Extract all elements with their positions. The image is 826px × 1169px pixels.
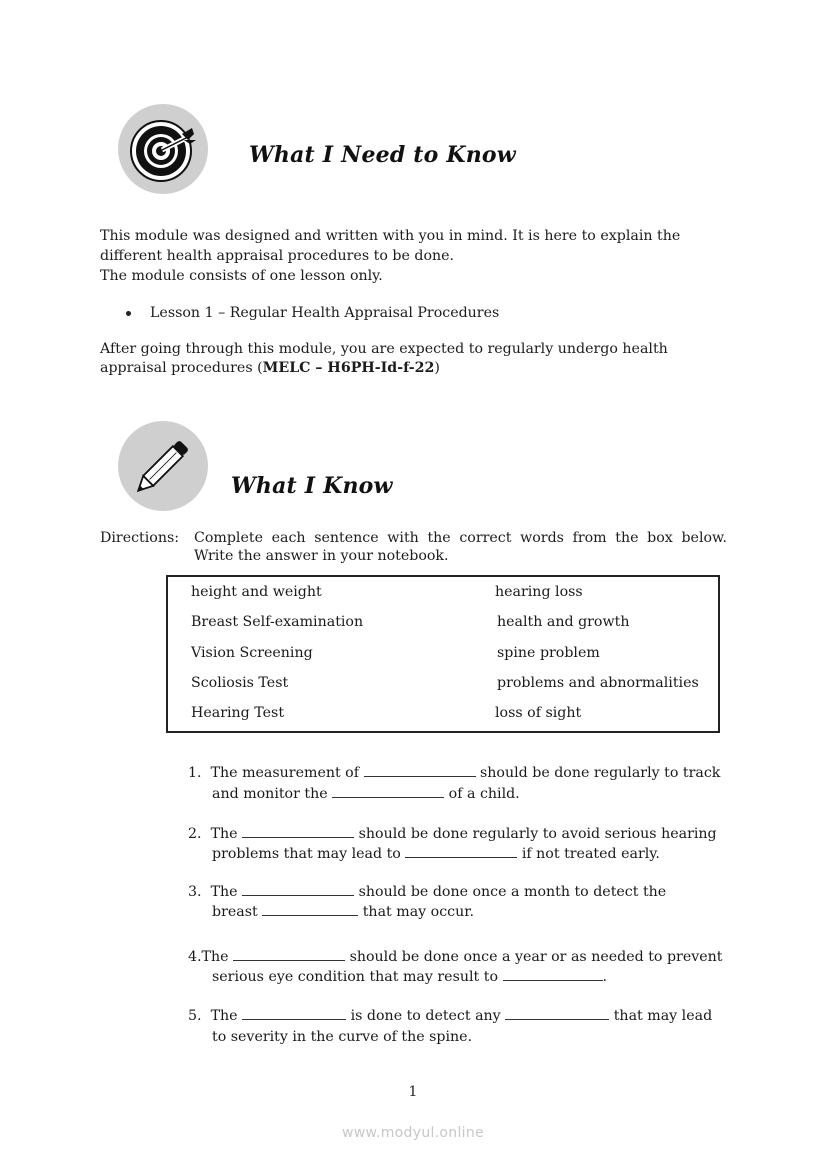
question-text: that may occur. bbox=[362, 904, 474, 920]
question-text: and monitor the bbox=[212, 786, 328, 802]
page-number: 1 bbox=[408, 1084, 418, 1100]
objective-prefix: appraisal procedures ( bbox=[100, 360, 263, 376]
intro-paragraph-line-2: different health appraisal procedures to be done. bbox=[100, 248, 455, 264]
answer-blank[interactable] bbox=[242, 825, 354, 838]
question-text: problems that may lead to bbox=[212, 846, 401, 862]
section-title-what-i-need-to-know: What I Need to Know bbox=[249, 142, 516, 168]
question-text: The bbox=[210, 1008, 238, 1024]
question-text: of a child. bbox=[448, 786, 520, 802]
module-lesson-count: The module consists of one lesson only. bbox=[100, 268, 383, 284]
question-number: 1. bbox=[188, 765, 202, 781]
question-text: breast bbox=[212, 904, 258, 920]
question-text: should be done regularly to avoid serious hearing bbox=[358, 826, 717, 842]
question-4-line-1 bbox=[188, 947, 722, 967]
question-3-line-1 bbox=[188, 882, 666, 902]
watermark: www.modyul.online bbox=[342, 1125, 484, 1141]
question-text: should be done regularly to track bbox=[480, 765, 721, 781]
question-3-line-2 bbox=[212, 902, 474, 922]
question-text: if not treated early. bbox=[521, 846, 660, 862]
question-text: The bbox=[210, 884, 238, 900]
word-bank-item: loss of sight bbox=[495, 705, 582, 721]
answer-blank[interactable] bbox=[242, 1007, 346, 1020]
directions-label: Directions: bbox=[100, 530, 180, 546]
question-number: 3. bbox=[188, 884, 202, 900]
melc-code: MELC – H6PH-Id-f-22 bbox=[262, 360, 435, 376]
question-text: should be done once a year or as needed to prevent bbox=[349, 949, 723, 965]
answer-blank[interactable] bbox=[364, 764, 476, 777]
question-number: 4. bbox=[188, 949, 202, 965]
answer-blank[interactable] bbox=[262, 903, 358, 916]
word-bank-item: problems and abnormalities bbox=[497, 675, 699, 691]
directions-line-1: Complete each sentence with the correct words from the box below. bbox=[194, 530, 727, 546]
word-bank-item: spine problem bbox=[497, 645, 600, 661]
question-1-line-2 bbox=[212, 784, 520, 804]
section-title-what-i-know: What I Know bbox=[231, 473, 393, 499]
pencil-icon bbox=[118, 421, 208, 511]
question-text: . bbox=[602, 969, 608, 985]
intro-paragraph-line-1: This module was designed and written with you in mind. It is here to explain the bbox=[100, 228, 681, 244]
answer-blank[interactable] bbox=[503, 968, 603, 981]
question-2-line-1 bbox=[188, 824, 717, 844]
question-text: The bbox=[210, 826, 238, 842]
word-bank-item: Breast Self-examination bbox=[191, 614, 364, 630]
word-bank-item: hearing loss bbox=[495, 584, 583, 600]
question-text: is done to detect any bbox=[350, 1008, 501, 1024]
question-text: The bbox=[201, 949, 229, 965]
question-text: The measurement of bbox=[210, 765, 359, 781]
directions-line-2: Write the answer in your notebook. bbox=[194, 548, 449, 564]
bullet-icon bbox=[126, 311, 131, 316]
target-icon bbox=[118, 104, 208, 194]
question-4-line-2 bbox=[212, 967, 607, 987]
word-bank-item: Scoliosis Test bbox=[191, 675, 289, 691]
question-text: serious eye condition that may result to bbox=[212, 969, 498, 985]
objective-line-2 bbox=[100, 358, 440, 378]
word-bank-item: Hearing Test bbox=[191, 705, 285, 721]
question-text: that may lead bbox=[613, 1008, 713, 1024]
question-5-line-1 bbox=[188, 1006, 712, 1026]
answer-blank[interactable] bbox=[332, 785, 444, 798]
lesson-list-item: Lesson 1 – Regular Health Appraisal Procedures bbox=[150, 305, 500, 321]
objective-line-1: After going through this module, you are expected to regularly undergo health bbox=[100, 341, 668, 357]
word-bank-item: height and weight bbox=[191, 584, 322, 600]
word-bank-item: Vision Screening bbox=[191, 645, 313, 661]
question-number: 5. bbox=[188, 1008, 202, 1024]
word-bank-item: health and growth bbox=[497, 614, 630, 630]
answer-blank[interactable] bbox=[405, 845, 517, 858]
question-text: to severity in the curve of the spine. bbox=[212, 1029, 473, 1045]
question-1-line-1 bbox=[188, 763, 720, 783]
answer-blank[interactable] bbox=[233, 948, 345, 961]
question-text: should be done once a month to detect the bbox=[358, 884, 667, 900]
question-5-line-2 bbox=[212, 1027, 472, 1047]
word-bank-box bbox=[166, 575, 720, 733]
objective-suffix: ) bbox=[434, 360, 440, 376]
answer-blank[interactable] bbox=[505, 1007, 609, 1020]
question-2-line-2 bbox=[212, 844, 660, 864]
answer-blank[interactable] bbox=[242, 883, 354, 896]
question-number: 2. bbox=[188, 826, 202, 842]
